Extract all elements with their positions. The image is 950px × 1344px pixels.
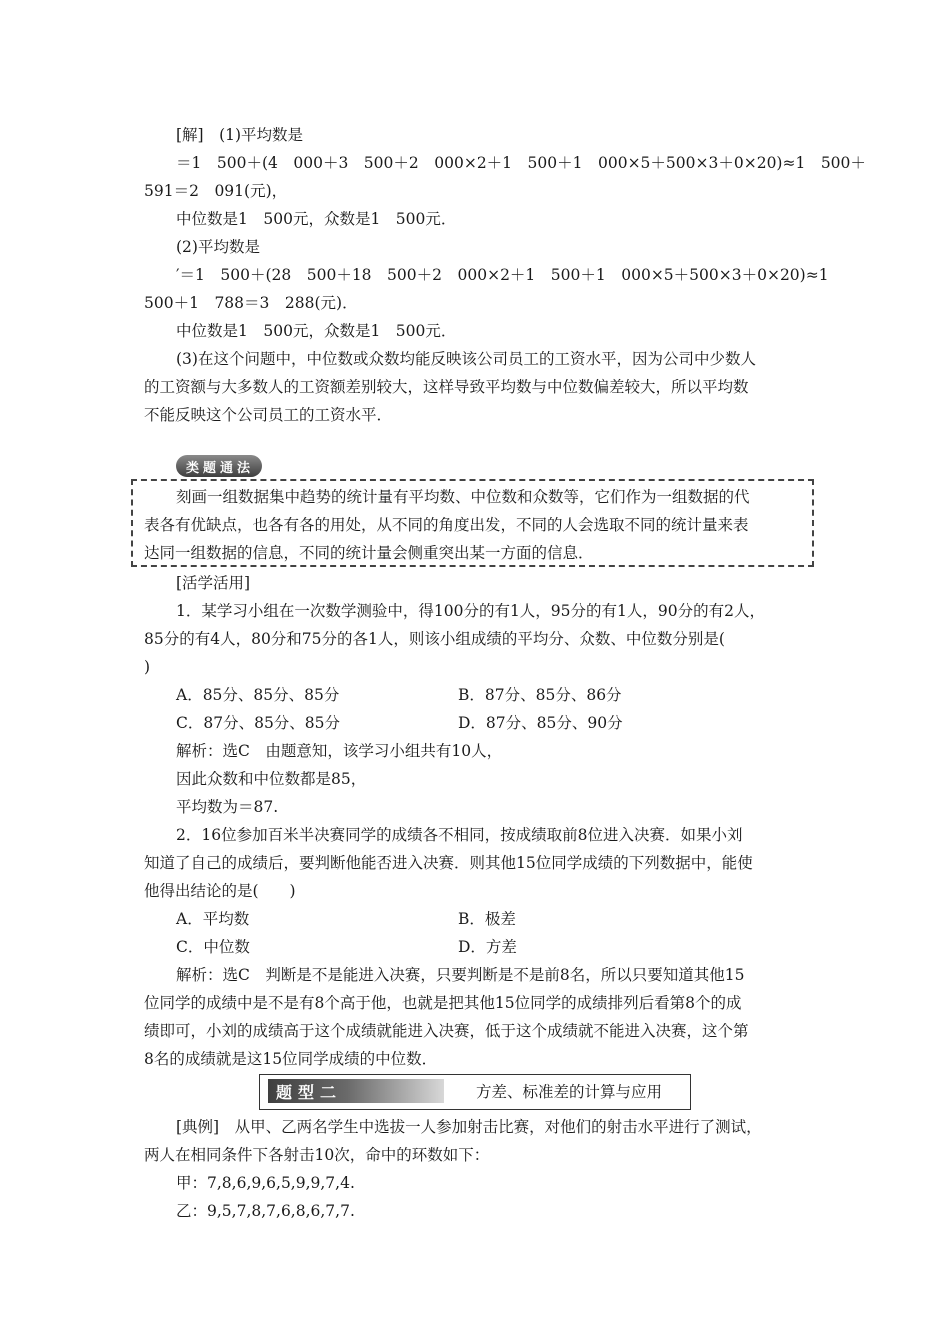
practice-header: [活学活用] <box>176 574 251 592</box>
q1-solution-1: 解析：选C 由题意知，该学习小组共有10人， <box>176 742 503 760</box>
method-summary-line-2: 表各有优缺点，也各有各的用处，从不同的角度出发，不同的人会选取不同的统计量来表 <box>144 516 749 534</box>
method-summary-line-1: 刻画一组数据集中趋势的统计量有平均数、中位数和众数等，它们作为一组数据的代 <box>176 488 750 506</box>
method-summary-line-3: 达同一组数据的信息，不同的统计量会侧重突出某一方面的信息． <box>144 544 594 562</box>
q2-solution-1: 解析：选C 判断是不是能进入决赛，只要判断是不是前8名，所以只要知道其他15 <box>176 966 745 984</box>
q2-option-a: A．平均数 <box>176 910 250 928</box>
q1-option-c: C．87分、85分、85分 <box>176 714 341 732</box>
method-summary-tag: 类题通法 <box>176 455 262 477</box>
q2-option-b: B．极差 <box>458 910 516 928</box>
q1-line-1: 1．某学习小组在一次数学测验中，得100分的有1人，95分的有1人，90分的有2人， <box>176 602 765 620</box>
q2-line-3: 他得出结论的是( ) <box>144 882 296 900</box>
q2-option-d: D．方差 <box>458 938 517 956</box>
example-jia: 甲：7,8,6,9,6,5,9,9,7,4. <box>176 1174 355 1192</box>
q2-line-1: 2．16位参加百米半决赛同学的成绩各不相同，按成绩取前8位进入决赛．如果小刘 <box>176 826 743 844</box>
q1-option-a: A．85分、85分、85分 <box>176 686 340 704</box>
q2-solution-2: 位同学的成绩中是不是有8个高于他，也就是把其他15位同学的成绩排列后看第8个的成 <box>144 994 742 1012</box>
solution-line-8: 中位数是1 500元，众数是1 500元． <box>176 322 457 340</box>
solution-line-11: 不能反映这个公司员工的工资水平． <box>144 406 393 424</box>
q2-option-c: C．中位数 <box>176 938 250 956</box>
solution-line-3: 591＝2 091(元)， <box>144 182 288 200</box>
q1-solution-2: 因此众数和中位数都是85， <box>176 770 367 788</box>
example-line-1: [典例] 从甲、乙两名学生中选拔一人参加射击比赛，对他们的射击水平进行了测试， <box>176 1118 762 1136</box>
solution-line-10: 的工资额与大多数人的工资额差别较大，这样导致平均数与中位数偏差较大，所以平均数 <box>144 378 749 396</box>
solution-line-2: ＝1 500＋(4 000＋3 500＋2 000×2＋1 500＋1 000×5＋500×3＋0×20)≈1 500＋ <box>176 154 866 172</box>
q2-line-2: 知道了自己的成绩后，要判断他能否进入决赛．则其他15位同学成绩的下列数据中，能使 <box>144 854 753 872</box>
solution-line-9: (3)在这个问题中，中位数或众数均能反映该公司员工的工资水平，因为公司中少数人 <box>176 350 756 368</box>
solution-line-1: [解] (1)平均数是 <box>176 126 304 144</box>
q1-line-2: 85分的有4人，80分和75分的各1人，则该小组成绩的平均分、众数、中位数分别是( <box>144 630 725 648</box>
q2-solution-3: 绩即可，小刘的成绩高于这个成绩就能进入决赛，低于这个成绩就不能进入决赛，这个第 <box>144 1022 749 1040</box>
solution-line-4: 中位数是1 500元，众数是1 500元． <box>176 210 457 228</box>
q1-option-b: B．87分、85分、86分 <box>458 686 622 704</box>
example-yi: 乙：9,5,7,8,7,6,8,6,7,7. <box>176 1202 355 1220</box>
example-line-2: 两人在相同条件下各射击10次，命中的环数如下： <box>144 1146 490 1164</box>
solution-line-7: 500＋1 788＝3 288(元)． <box>144 294 358 312</box>
q1-option-d: D．87分、85分、90分 <box>458 714 623 732</box>
q1-line-3: ) <box>144 658 151 676</box>
solution-line-5: (2)平均数是 <box>176 238 260 256</box>
solution-line-6: ′＝1 500＋(28 500＋18 500＋2 000×2＋1 500＋1 000×5＋500×3＋0×20)≈1 <box>176 266 829 284</box>
q2-solution-4: 8名的成绩就是这15位同学成绩的中位数． <box>144 1050 438 1068</box>
section-heading-title: 方差、标准差的计算与应用 <box>476 1083 663 1101</box>
q1-solution-3: 平均数为＝87. <box>176 798 279 816</box>
section-heading-tab: 题型二 <box>268 1079 444 1103</box>
